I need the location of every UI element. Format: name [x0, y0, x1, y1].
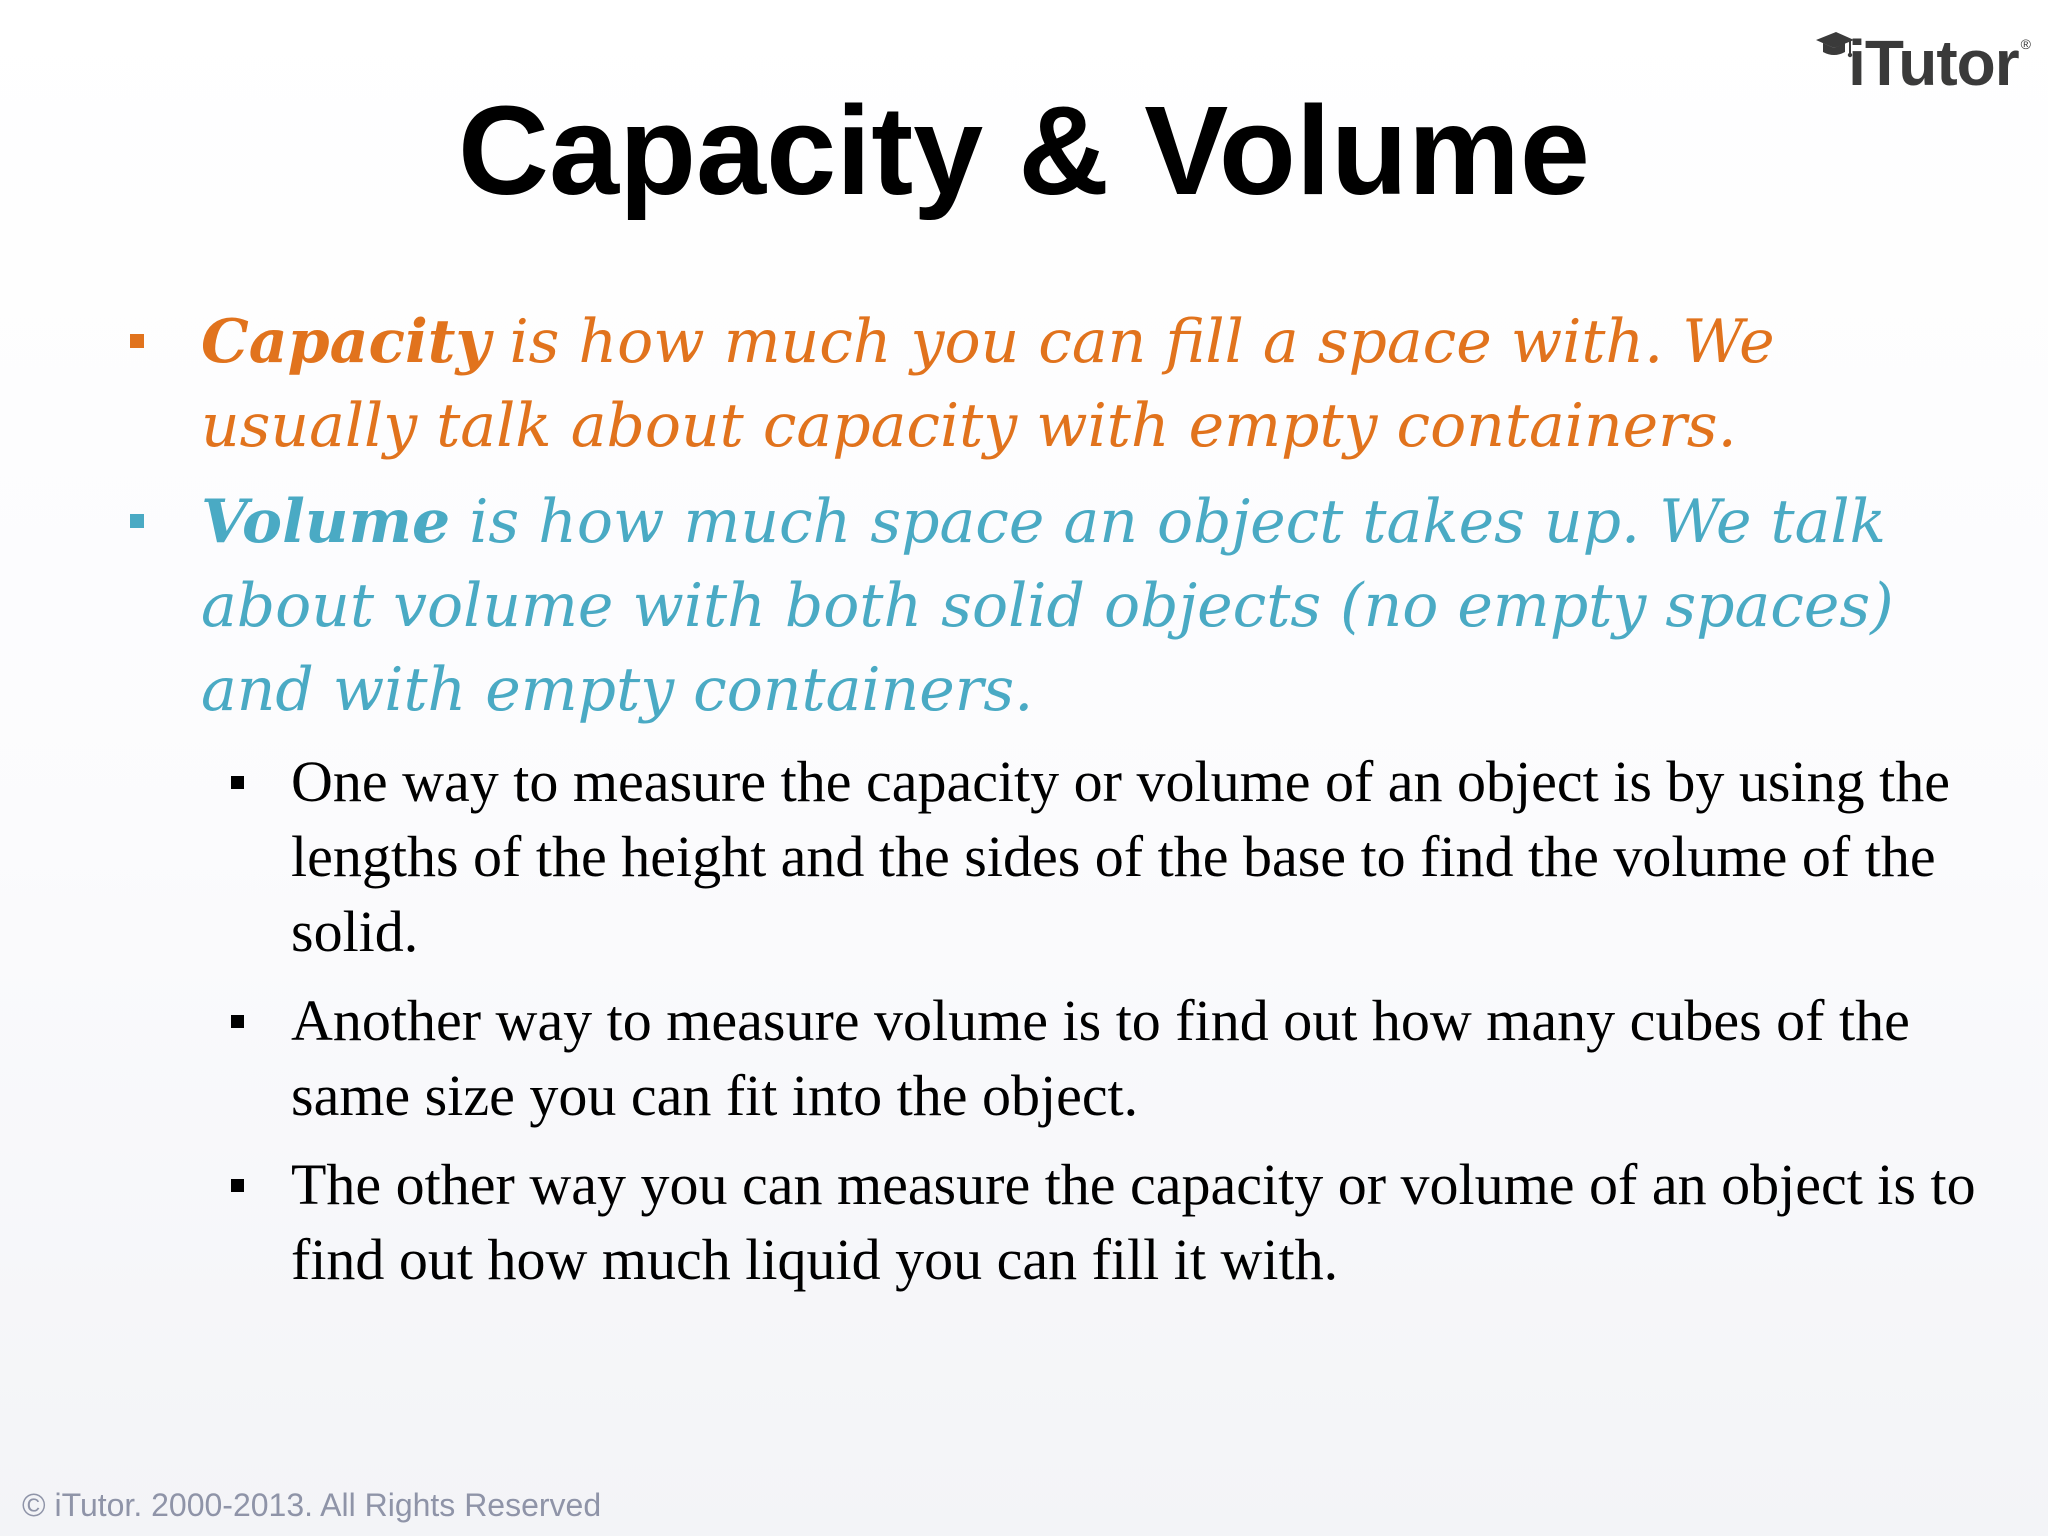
copyright-footer: © iTutor. 2000-2013. All Rights Reserved [22, 1487, 602, 1523]
sub-bullet-item [231, 1147, 1984, 1297]
sub-bullet-list [231, 744, 1984, 1297]
slide-title: Capacity & Volume [458, 80, 1590, 221]
sub-bullet-text: The other way you can measure the capacity or volume of an object is to find out how much liquid you can fill it with. [291, 1152, 1976, 1292]
volume-bullet [124, 480, 1984, 732]
sub-bullet-text: Another way to measure volume is to find out how many cubes of the same size you can fit into the object. [291, 988, 1910, 1128]
volume-term: Volume [201, 487, 451, 557]
bullet-marker [231, 776, 244, 789]
sub-bullet-text: One way to measure the capacity or volume of an object is by using the lengths of the height and the sides of the base to find the volume of the solid. [291, 749, 1950, 964]
bullet-marker [130, 514, 144, 528]
bullet-marker [231, 1179, 244, 1192]
bullet-list [124, 300, 1984, 1311]
capacity-term: Capacity [201, 307, 491, 377]
capacity-bullet [124, 300, 1984, 468]
bullet-marker [130, 334, 144, 348]
sub-bullet-item [231, 744, 1984, 969]
logo-text: iTutor [1848, 27, 2019, 99]
volume-definition: is how much space an object takes up. We talk about volume with both solid objects (no empty spaces) and with empty containers. [201, 487, 1894, 725]
capacity-definition: is how much you can fill a space with. We usually talk about capacity with empty containers. [201, 307, 1775, 461]
registered-mark: ® [2020, 36, 2030, 52]
sub-bullet-item [231, 983, 1984, 1133]
bullet-marker [231, 1015, 244, 1028]
